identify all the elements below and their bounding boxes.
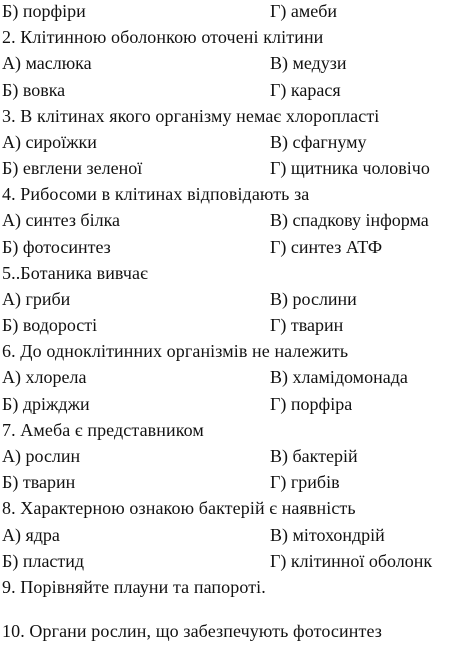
- question-9: 9. Порівняйте плауни та папороті.: [2, 577, 266, 597]
- q5-option-b: Б) водорості: [2, 315, 98, 335]
- q2-option-b: Б) вовка: [2, 80, 66, 100]
- q3-option-b: Б) евглени зеленої: [2, 158, 143, 178]
- question-4: 4. Рибосоми в клітинах відповідають за: [2, 184, 310, 204]
- q7-option-b: Б) тварин: [2, 472, 76, 492]
- q2-option-a: А) маслюка: [2, 53, 92, 73]
- question-10: 10. Органи рослин, що забезпечують фотосинтез: [2, 621, 382, 641]
- q5-option-c: В) рослини: [270, 289, 357, 309]
- q3-option-d: Г) щитника чоловічо: [270, 158, 430, 178]
- q4-option-c: В) спадкову інформа: [270, 210, 429, 230]
- question-2: 2. Клітинною оболонкою оточені клітини: [2, 27, 324, 47]
- q6-option-a: А) хлорела: [2, 367, 87, 387]
- q5-option-d: Г) тварин: [270, 315, 344, 335]
- q3-option-c: В) сфагнуму: [270, 132, 367, 152]
- question-3: 3. В клітинах якого організму немає хлоропласті: [2, 106, 380, 126]
- question-8: 8. Характерною ознакою бактерій є наявність: [2, 498, 356, 518]
- option-b-partial: Б) порфіри: [2, 1, 86, 21]
- q7-option-d: Г) грибів: [270, 472, 340, 492]
- q2-option-d: Г) карася: [270, 80, 341, 100]
- q8-option-a: А) ядра: [2, 525, 60, 545]
- q2-option-c: В) медузи: [270, 53, 347, 73]
- q7-option-c: В) бактерій: [270, 446, 358, 466]
- option-d-partial: Г) амеби: [270, 1, 338, 21]
- q6-option-b: Б) дріжджи: [2, 394, 90, 414]
- q5-option-a: А) гриби: [2, 289, 71, 309]
- question-5: 5..Ботаника вивчає: [2, 263, 148, 283]
- question-7: 7. Амеба є представником: [2, 420, 204, 440]
- q4-option-b: Б) фотосинтез: [2, 237, 111, 257]
- q6-option-d: Г) порфіра: [270, 394, 353, 414]
- q3-option-a: А) сироїжки: [2, 132, 97, 152]
- q8-option-c: В) мітохондрій: [270, 525, 385, 545]
- q4-option-a: А) синтез білка: [2, 210, 121, 230]
- q7-option-a: А) рослин: [2, 446, 81, 466]
- q8-option-b: Б) пластид: [2, 551, 85, 571]
- q8-option-d: Г) клітинної оболонк: [270, 551, 433, 571]
- q6-option-c: В) хламідомонада: [270, 367, 408, 387]
- question-6: 6. До одноклітинних організмів не належить: [2, 341, 349, 361]
- q4-option-d: Г) синтез АТФ: [270, 237, 383, 257]
